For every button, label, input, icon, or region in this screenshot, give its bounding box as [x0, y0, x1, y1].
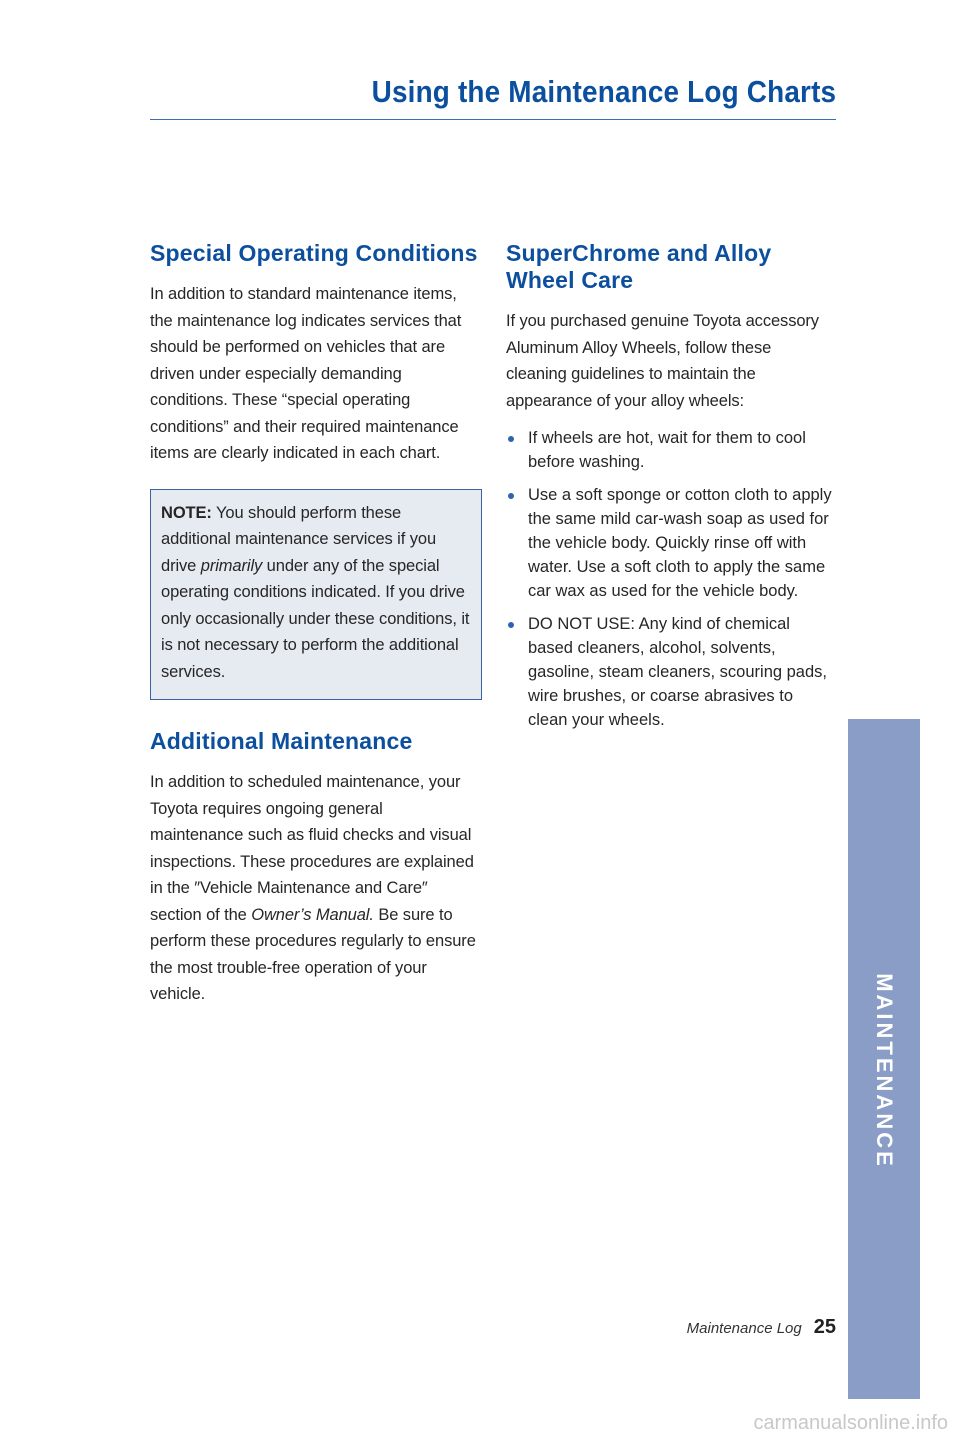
special-conditions-heading: Special Operating Conditions: [150, 240, 478, 266]
watermark: carmanualsonline.info: [753, 1412, 948, 1434]
bullet-icon: [508, 436, 514, 442]
note-text-part-1: You should perform these additional maintenance services if you drive: [161, 503, 437, 575]
additional-text-part-2: Be sure to perform these procedures regularly to ensure the most trouble-free operation of your vehicle.: [150, 905, 476, 1003]
list-item-text: DO NOT USE: Any kind of chemical based cleaners, alcohol, solvents, gasoline, steam cleaners, scouring pads, wire brushes, or coarse abrasives to clean your wheels.: [528, 615, 827, 729]
page-footer: [687, 1316, 836, 1339]
list-item-text: Use a soft sponge or cotton cloth to apply the same mild car-wash soap as used for the vehicle body. Quickly rinse off with water. Use a soft cloth to apply the same car wax as used for the vehicle body.: [528, 486, 832, 600]
note-text-part-2: under any of the special operating conditions indicated. If you drive only occasionally under these conditions, it is not necessary to perform the additional services.: [161, 556, 470, 681]
right-column: [506, 240, 836, 741]
special-conditions-text: In addition to standard maintenance items, the maintenance log indicates services that should be performed on vehicles that are driven under especially demanding conditions. These “special operating conditions” and their required maintenance items are clearly indicated in each chart.: [150, 285, 462, 462]
note-emphasis: primarily: [200, 556, 263, 575]
bullet-icon: [508, 493, 514, 499]
additional-maintenance-text: [150, 769, 480, 1008]
list-item: [506, 483, 836, 603]
additional-text-part-1: In addition to scheduled maintenance, your Toyota requires ongoing general maintenance such as fluid checks and visual inspections. These procedures are explained in the ″Vehicle Maintenance and Care″ section of the: [150, 773, 474, 924]
wheel-care-heading: SuperChrome and Alloy Wheel Care: [506, 240, 772, 293]
note-text: [161, 500, 471, 686]
note-label: NOTE:: [161, 503, 212, 522]
wheel-care-intro: If you purchased genuine Toyota accessory Aluminum Alloy Wheels, follow these cleaning guidelines to maintain the appearance of your alloy wheels:: [506, 312, 819, 410]
section-tab-label: MAINTENANCE: [872, 973, 897, 1169]
list-item: [506, 426, 836, 474]
bullet-icon: [508, 622, 514, 628]
title-divider: [150, 119, 836, 120]
page-title: Using the Maintenance Log Charts: [371, 74, 836, 109]
list-item-text: If wheels are hot, wait for them to cool before washing.: [528, 429, 806, 471]
footer-label: Maintenance Log: [686, 1320, 802, 1337]
left-column: [150, 240, 480, 1008]
additional-maintenance-heading: Additional Maintenance: [150, 728, 413, 754]
note-box: [150, 489, 482, 701]
wheel-care-list: [506, 426, 836, 732]
owners-manual-reference: Owner’s Manual.: [251, 905, 374, 924]
list-item: [506, 612, 836, 732]
page-number: 25: [813, 1316, 836, 1338]
